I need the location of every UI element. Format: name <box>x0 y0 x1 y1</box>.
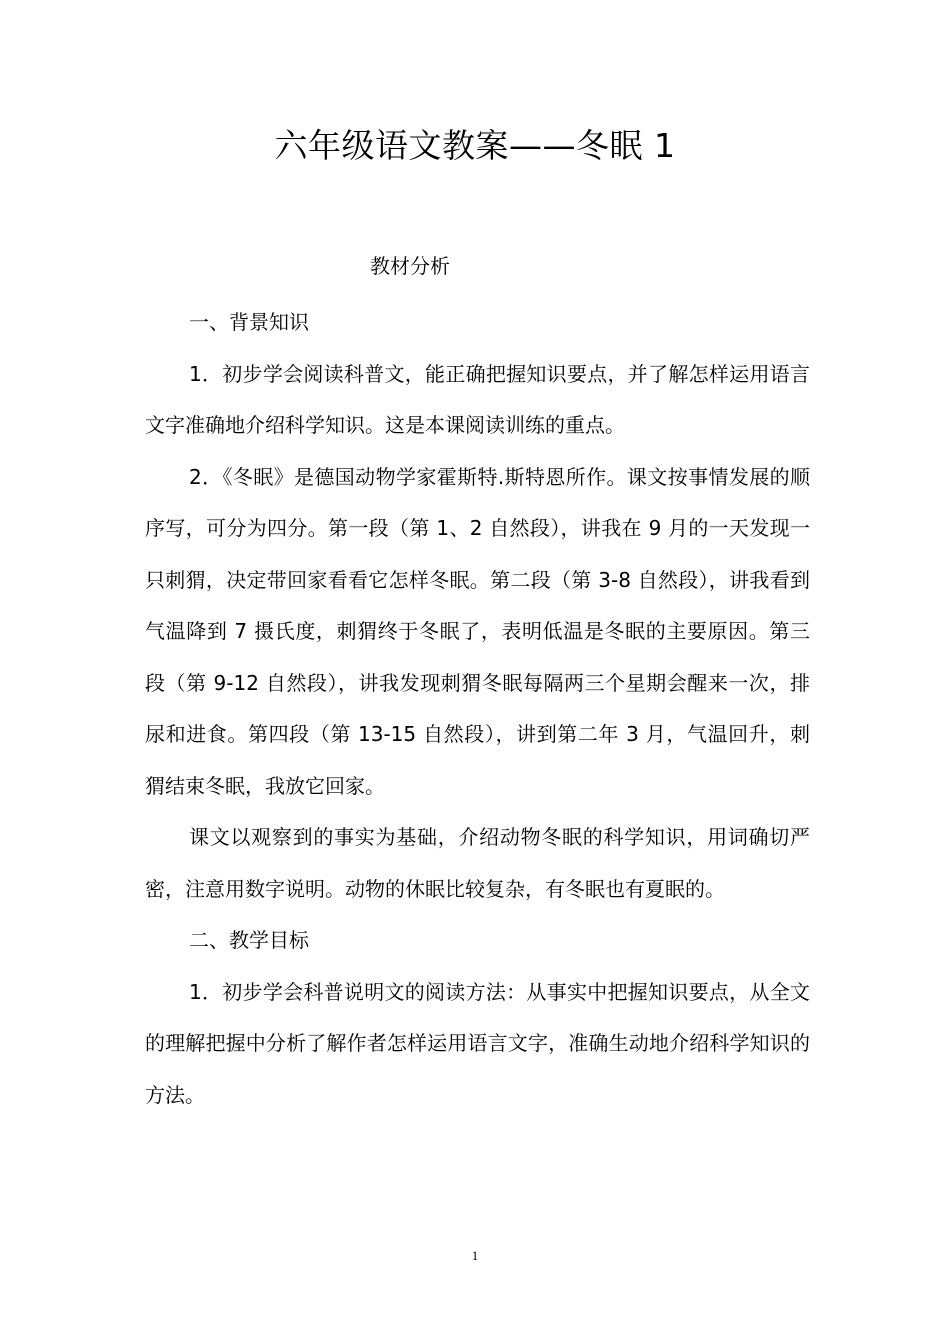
paragraph-item-2: 2．《冬眠》是德国动物学家霍斯特.斯特恩所作。课文按事情发展的顺序写，可分为四分。第一段（第 1、2 自然段），讲我在 9 月的一天发现一只刺猬，决定带回家看看它怎样冬眠。第二段（第 3-8 自然段），讲我看到气温降到 7 摄氏度，刺猬终于冬眠了，表明低温是冬眠的主要原因。第三段（第 9-12 自然段），讲我发现刺猬冬眠每隔两三个星期会醒来一次，排尿和进食。第四段（第 13-15 自然段），讲到第二年 3 月，气温回升，刺猬结束冬眠，我放它回家。 <box>145 464 810 798</box>
paragraph-objective-1: 1．初步学会科普说明文的阅读方法：从事实中把握知识要点，从全文的理解把握中分析了解作者怎样运用语言文字，准确生动地介绍科学知识的方法。 <box>145 979 810 1107</box>
paragraph-item-1: 1．初步学会阅读科普文，能正确把握知识要点，并了解怎样运用语言文字准确地介绍科学知识。这是本课阅读训练的重点。 <box>145 361 810 437</box>
page-number: 1 <box>471 1248 479 1263</box>
document-title: 六年级语文教案——冬眠 1 <box>274 126 676 165</box>
section-heading: 教材分析 <box>370 254 450 278</box>
document-body <box>145 297 810 1121</box>
subheading-objectives: 二、教学目标 <box>189 928 309 952</box>
subheading-background: 一、背景知识 <box>189 310 309 334</box>
paragraph-summary: 课文以观察到的事实为基础，介绍动物冬眠的科学知识，用词确切严密，注意用数字说明。动物的休眠比较复杂，有冬眠也有夏眠的。 <box>145 825 810 901</box>
